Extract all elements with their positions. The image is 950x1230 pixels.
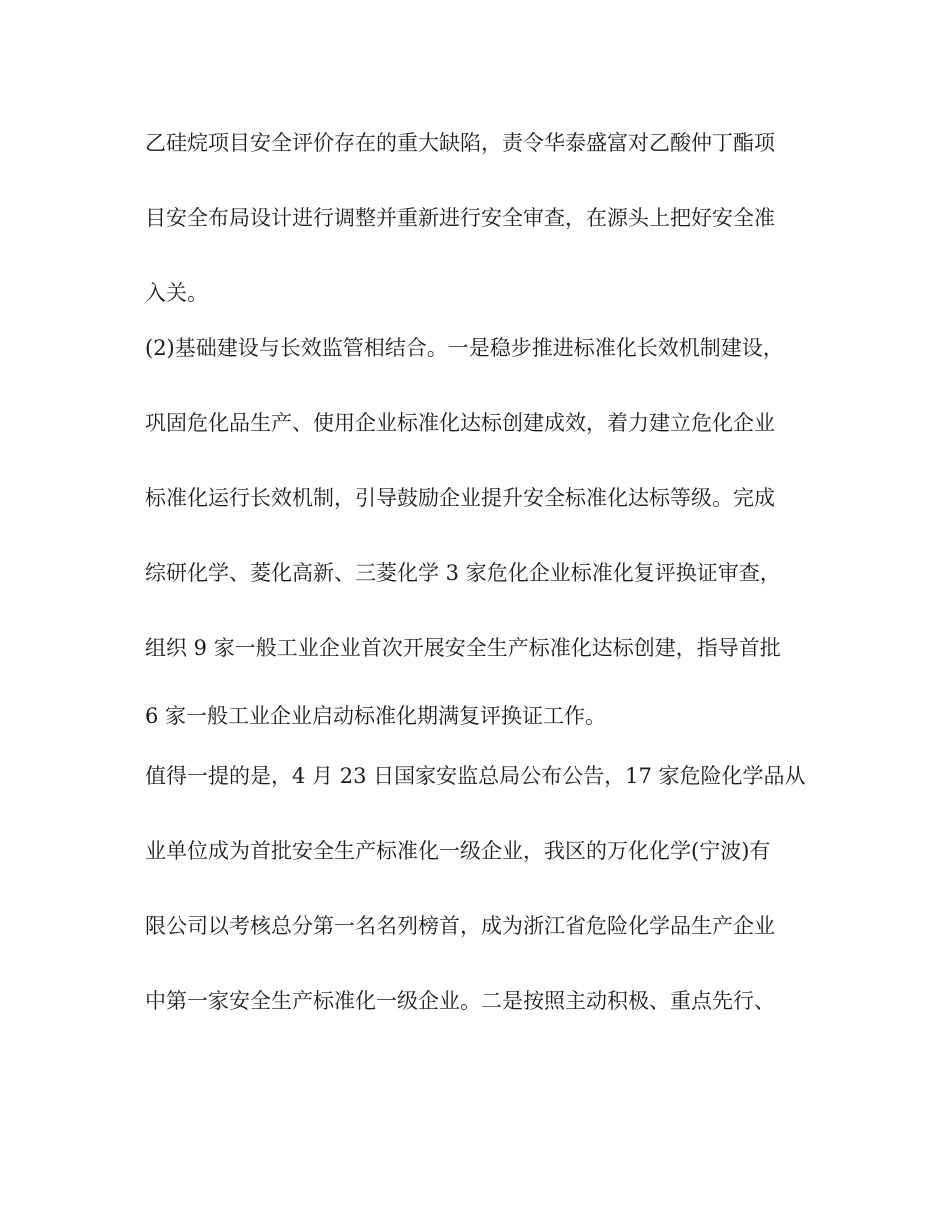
text-line: 中第一家安全生产标准化一级企业。二是按照主动积极、重点先行、 bbox=[145, 989, 775, 1013]
text-line: 入关。 bbox=[145, 281, 208, 305]
text-line: (2)基础建设与长效监管相结合。一是稳步推进标准化长效机制建设， bbox=[145, 336, 784, 360]
text-line: 业单位成为首批安全生产标准化一级企业，我区的万化化学(宁波)有 bbox=[145, 839, 771, 863]
text-line: 目安全布局设计进行调整并重新进行安全审查，在源头上把好安全准 bbox=[145, 206, 775, 230]
text-line: 乙硅烷项目安全评价存在的重大缺陷，责令华泰盛富对乙酸仲丁酯项 bbox=[145, 131, 775, 155]
text-line: 限公司以考核总分第一名名列榜首，成为浙江省危险化学品生产企业 bbox=[145, 914, 775, 938]
text-line: 值得一提的是，4 月 23 日国家安监总局公布公告，17 家危险化学品从 bbox=[145, 764, 806, 788]
text-line: 组织 9 家一般工业企业首次开展安全生产标准化达标创建，指导首批 bbox=[145, 636, 781, 660]
text-line: 巩固危化品生产、使用企业标准化达标创建成效，着力建立危化企业 bbox=[145, 411, 775, 435]
text-line: 综研化学、菱化高新、三菱化学 3 家危化企业标准化复评换证审查， bbox=[145, 561, 781, 585]
text-line: 标准化运行长效机制，引导鼓励企业提升安全标准化达标等级。完成 bbox=[145, 486, 775, 510]
text-line: 6 家一般工业企业启动标准化期满复评换证工作。 bbox=[145, 704, 607, 728]
